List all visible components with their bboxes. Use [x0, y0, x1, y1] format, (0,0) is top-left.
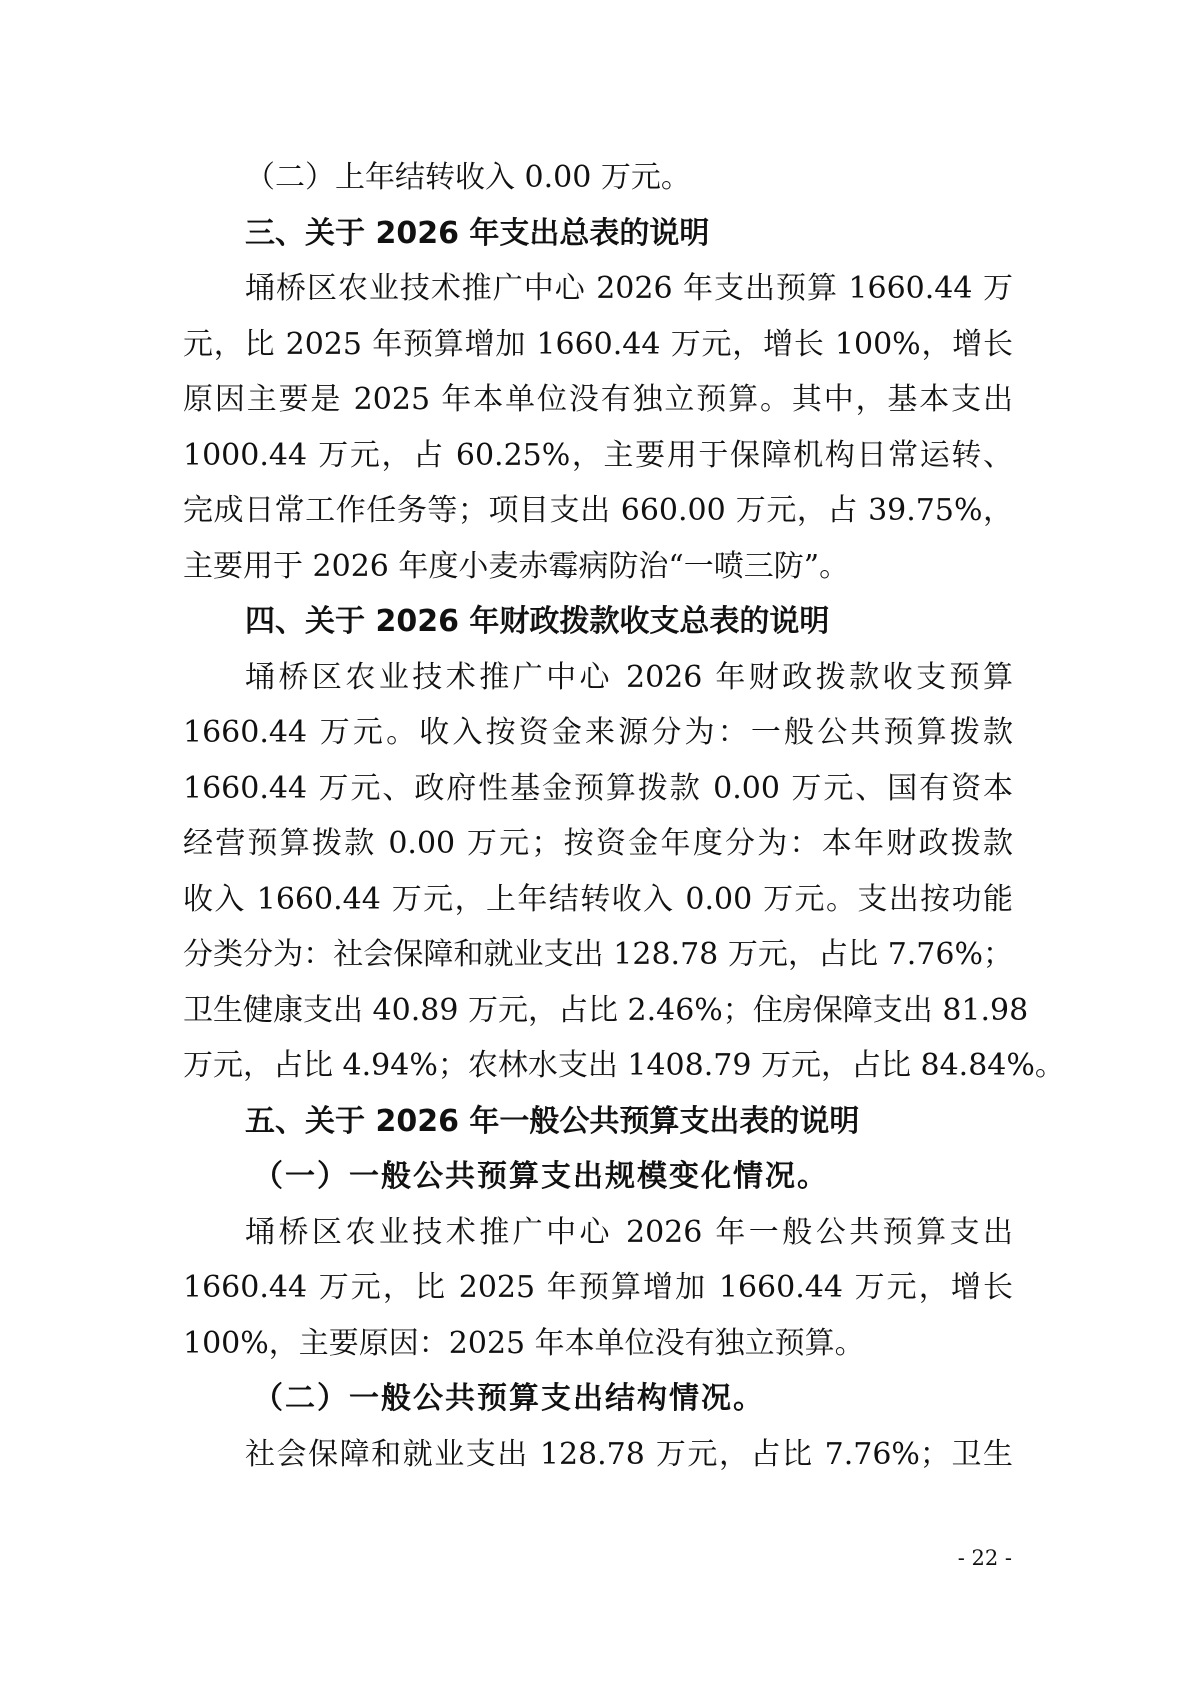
paragraph-line: 埇桥区农业技术推广中心 2026 年支出预算 1660.44 万: [245, 271, 1013, 306]
paragraph-line: 1660.44 万元。收入按资金来源分为：一般公共预算拨款: [183, 715, 1013, 750]
section-heading-5: 五、关于 2026 年一般公共预算支出表的说明: [245, 1103, 860, 1139]
page-number: - 22 -: [957, 1546, 1012, 1570]
paragraph-line: 1000.44 万元，占 60.25%，主要用于保障机构日常运转、: [183, 437, 1013, 473]
paragraph-line: 分类分为：社会保障和就业支出 128.78 万元，占比 7.76%；: [183, 937, 1013, 972]
paragraph-line: 收入 1660.44 万元，上年结转收入 0.00 万元。支出按功能: [183, 881, 1013, 917]
document-body: [183, 150, 1065, 1482]
paragraph-line: 万元，占比 4.94%；农林水支出 1408.79 万元，占比 84.84%。: [183, 1048, 1065, 1083]
paragraph-line: 埇桥区农业技术推广中心 2026 年财政拨款收支预算: [245, 659, 1013, 695]
section-heading-4: 四、关于 2026 年财政拨款收支总表的说明: [245, 604, 830, 639]
paragraph-line: 埇桥区农业技术推广中心 2026 年一般公共预算支出: [245, 1214, 1013, 1250]
paragraph-line: 100%，主要原因：2025 年本单位没有独立预算。: [183, 1325, 865, 1361]
subsection-heading-1: （一）一般公共预算支出规模变化情况。: [253, 1159, 829, 1194]
section-heading-3: 三、关于 2026 年支出总表的说明: [245, 215, 710, 251]
paragraph-line: 原因主要是 2025 年本单位没有独立预算。其中，基本支出: [183, 382, 1013, 417]
paragraph-line: 主要用于 2026 年度小麦赤霉病防治“一喷三防”。: [183, 548, 850, 584]
paragraph-line: 1660.44 万元、政府性基金预算拨款 0.00 万元、国有资本: [183, 770, 1013, 806]
paragraph-line: 1660.44 万元，比 2025 年预算增加 1660.44 万元，增长: [183, 1270, 1013, 1305]
paragraph-line: 社会保障和就业支出 128.78 万元，占比 7.76%；卫生: [245, 1436, 1013, 1472]
paragraph-line: 元，比 2025 年预算增加 1660.44 万元，增长 100%，增长: [183, 326, 1013, 362]
subsection-heading-2: （二）一般公共预算支出结构情况。: [253, 1381, 765, 1416]
paragraph-line: 经营预算拨款 0.00 万元；按资金年度分为：本年财政拨款: [183, 826, 1013, 861]
paragraph-line: 完成日常工作任务等；项目支出 660.00 万元，占 39.75%，: [183, 493, 1013, 528]
paragraph-line: （二）上年结转收入 0.00 万元。: [245, 160, 691, 195]
paragraph-line: 卫生健康支出 40.89 万元，占比 2.46%；住房保障支出 81.98: [183, 992, 1029, 1028]
